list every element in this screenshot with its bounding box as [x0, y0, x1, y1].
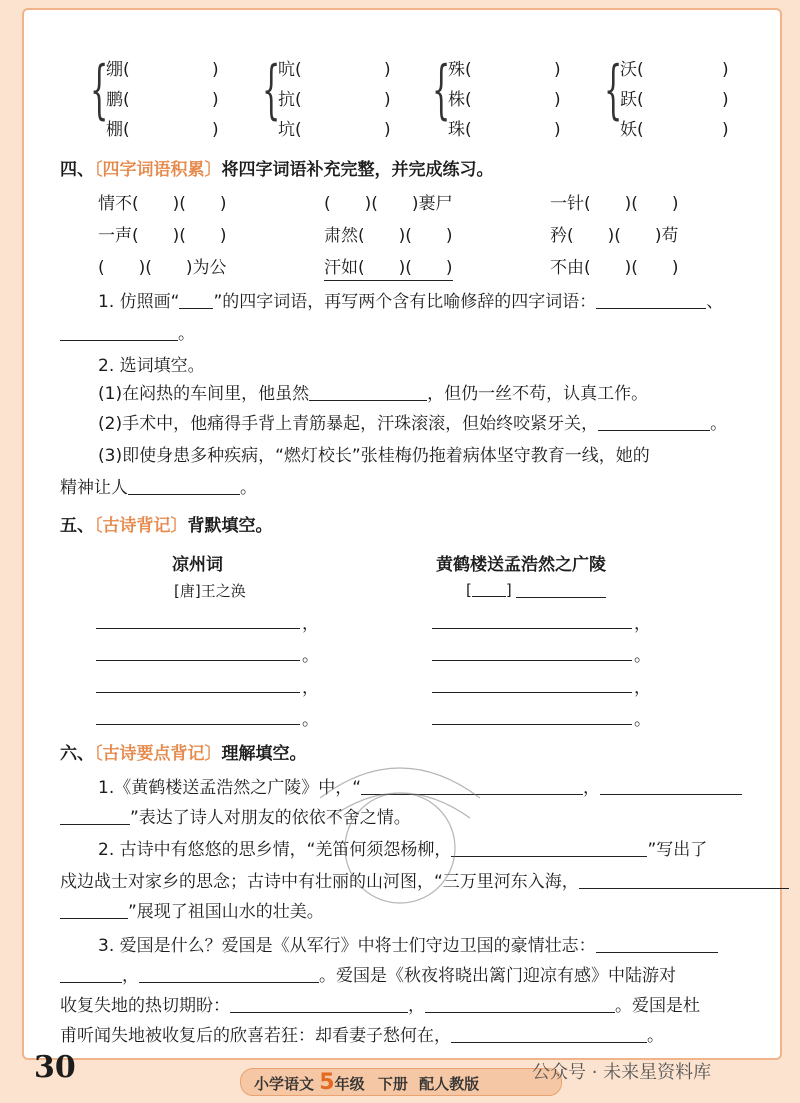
author-blank[interactable]	[516, 597, 606, 598]
poem1-author: [唐]王之涣	[174, 582, 246, 600]
answer-blank[interactable]	[60, 324, 178, 341]
question-2-3: (3)即使身患多种疾病，“燃灯校长”张桂梅仍拖着病体坚守教育一线，她的	[98, 446, 650, 466]
s6-question-3: 3. 爱国是什么？爱国是《从军行》中将士们守边卫国的豪情壮志：	[98, 936, 718, 956]
page-number: 30	[34, 1050, 76, 1085]
answer-blank[interactable]	[309, 384, 427, 401]
char-item: 珠(	[448, 120, 472, 140]
poem2-author: [ ]	[466, 581, 512, 599]
section5-heading: 五、〔古诗背记〕背默填空。	[60, 516, 273, 536]
answer-blank[interactable]	[596, 292, 706, 309]
answer-blank[interactable]	[60, 902, 128, 919]
poem2-title: 黄鹤楼送孟浩然之广陵	[436, 555, 606, 575]
poem-line[interactable]	[432, 628, 632, 629]
char-item: 鹏(	[106, 90, 130, 110]
section-tag: 〔古诗背记〕	[94, 516, 188, 536]
poem-line[interactable]	[432, 692, 632, 693]
idiom: 一声( )( )	[98, 226, 227, 246]
question-2-1: (1)在闷热的车间里，他虽然 ，但仍一丝不苟，认真工作。	[98, 384, 649, 404]
poem-line[interactable]	[96, 692, 300, 693]
poem-line[interactable]	[432, 724, 632, 725]
answer-blank[interactable]	[451, 1026, 647, 1043]
answer-blank[interactable]	[139, 966, 319, 983]
s6-question-1: 1.《黄鹤楼送孟浩然之广陵》中，“ ，	[98, 778, 742, 798]
answer-blank[interactable]	[425, 996, 615, 1013]
section-tag: 〔古诗要点背记〕	[94, 744, 222, 764]
brace: {	[604, 53, 623, 127]
idiom: ( )( )为公	[98, 258, 227, 278]
answer-blank[interactable]	[230, 996, 408, 1013]
section6-heading: 六、〔古诗要点背记〕理解填空。	[60, 744, 307, 764]
char-item: 吭(	[278, 60, 302, 80]
footer-text: 小学语文 5年级 下册 配人教版	[254, 1070, 480, 1095]
question-2-2: (2)手术中，他痛得手背上青筋暴起，汗珠滚滚，但始终咬紧牙关， 。	[98, 414, 728, 434]
question-1: 1. 仿照画“ ”的四字词语，再写两个含有比喻修辞的四字词语： 、	[98, 292, 724, 312]
char-item: 妖(	[620, 120, 644, 140]
answer-blank[interactable]	[600, 778, 742, 795]
section4-heading: 四、〔四字词语积累〕将四字词语补充完整，并完成练习。	[60, 160, 494, 180]
answer-blank[interactable]	[60, 966, 122, 983]
char-item: 跃(	[620, 90, 644, 110]
idiom: 一针( )( )	[550, 194, 679, 214]
idiom: 不由( )( )	[550, 258, 679, 278]
answer-blank[interactable]	[179, 292, 213, 309]
watermark-stamp	[300, 738, 500, 918]
idiom: ( )( )裹尸	[324, 194, 453, 214]
brace: {	[262, 53, 281, 127]
char-item: 坑(	[278, 120, 302, 140]
idiom-underlined: 汗如( )( )	[324, 258, 453, 281]
poem-line[interactable]	[96, 724, 300, 725]
poem-line[interactable]	[96, 628, 300, 629]
brace: {	[90, 53, 109, 127]
brace: {	[432, 53, 451, 127]
char-item: 株(	[448, 90, 472, 110]
idiom: 情不( )( )	[98, 194, 227, 214]
char-item: 棚(	[106, 120, 130, 140]
char-item: 殊(	[448, 60, 472, 80]
s6-question-2: 2. 古诗中有悠悠的思乡情，“羌笛何须怨杨柳， ”写出了	[98, 840, 708, 860]
char-item: 沃(	[620, 60, 644, 80]
answer-blank[interactable]	[472, 580, 506, 597]
idiom: 矜( )( )苟	[550, 226, 679, 246]
char-item: 抗(	[278, 90, 302, 110]
answer-blank[interactable]	[128, 478, 240, 495]
answer-blank[interactable]	[579, 872, 789, 889]
answer-blank[interactable]	[598, 414, 710, 431]
question-2: 2. 选词填空。	[98, 356, 205, 376]
answer-blank[interactable]	[596, 936, 718, 953]
poem1-title: 凉州词	[172, 555, 223, 575]
poem-line[interactable]	[432, 660, 632, 661]
section-tag: 〔四字词语积累〕	[94, 160, 222, 180]
char-item: 绷(	[106, 60, 130, 80]
answer-blank[interactable]	[60, 808, 130, 825]
poem-line[interactable]	[96, 660, 300, 661]
idiom: 肃然( )( )	[324, 226, 453, 246]
watermark-text: 公众号 · 未来星资料库	[532, 1062, 712, 1083]
